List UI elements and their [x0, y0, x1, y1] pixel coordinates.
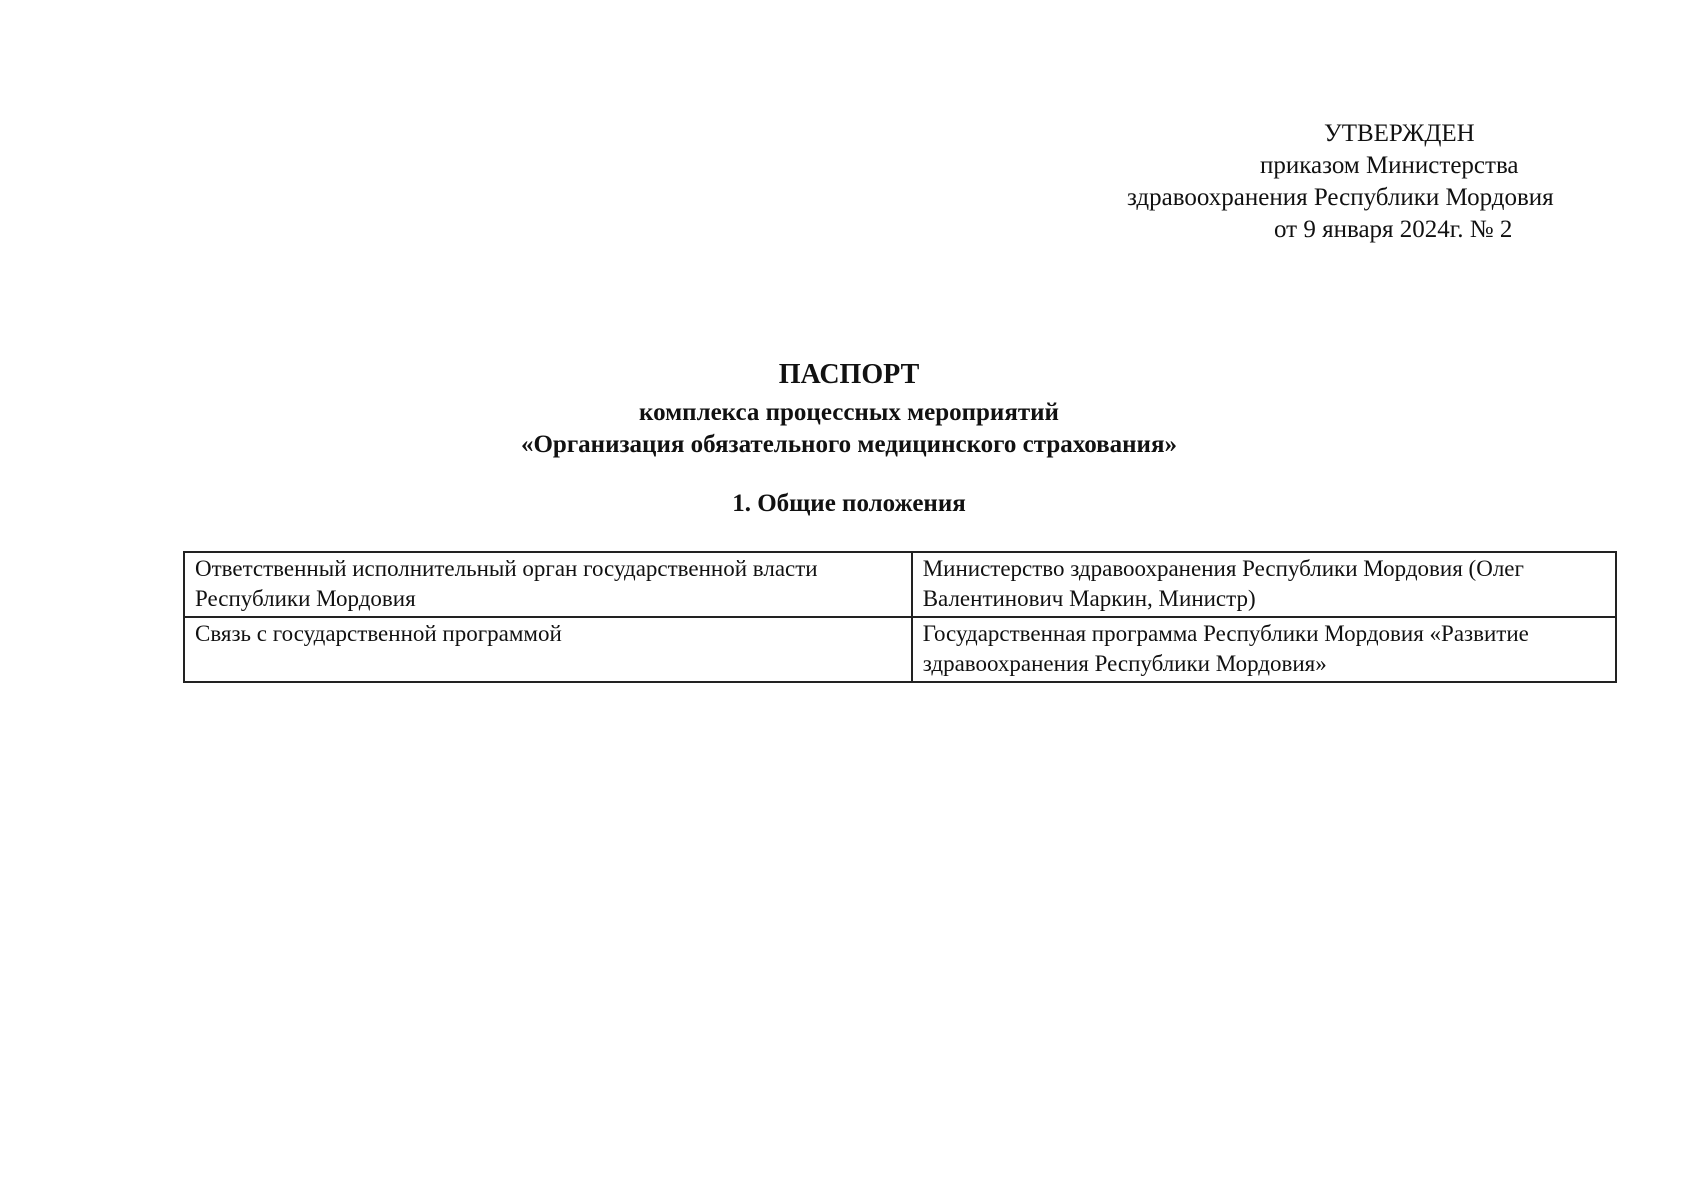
section-title: 1. Общие положения: [732, 490, 966, 517]
document-subtitle: комплекса процессных мероприятий: [639, 399, 1059, 426]
approval-line-approved: УТВЕРЖДЕН: [1324, 120, 1475, 147]
table-cell-label: Связь с государственной программой: [184, 617, 912, 682]
table-cell-label: Ответственный исполнительный орган государственной власти Республики Мордовия: [184, 552, 912, 617]
general-provisions-table: [183, 551, 1617, 683]
approval-line-order: приказом Министерства: [1260, 152, 1519, 179]
document-program-name: «Организация обязательного медицинского страхования»: [520, 431, 1177, 458]
table-row: [184, 552, 1616, 617]
approval-line-date: от 9 января 2024г. № 2: [1274, 216, 1513, 243]
table-row: [184, 617, 1616, 682]
table-cell-value: Министерство здравоохранения Республики Мордовия (Олег Валентинович Маркин, Министр): [912, 552, 1616, 617]
approval-line-ministry: здравоохранения Республики Мордовия: [1127, 184, 1554, 211]
approval-stamp: [1110, 118, 1630, 246]
document-title: ПАСПОРТ: [778, 359, 920, 390]
table-cell-value: Государственная программа Республики Мордовия «Развитие здравоохранения Республики Мордовия»: [912, 617, 1616, 682]
